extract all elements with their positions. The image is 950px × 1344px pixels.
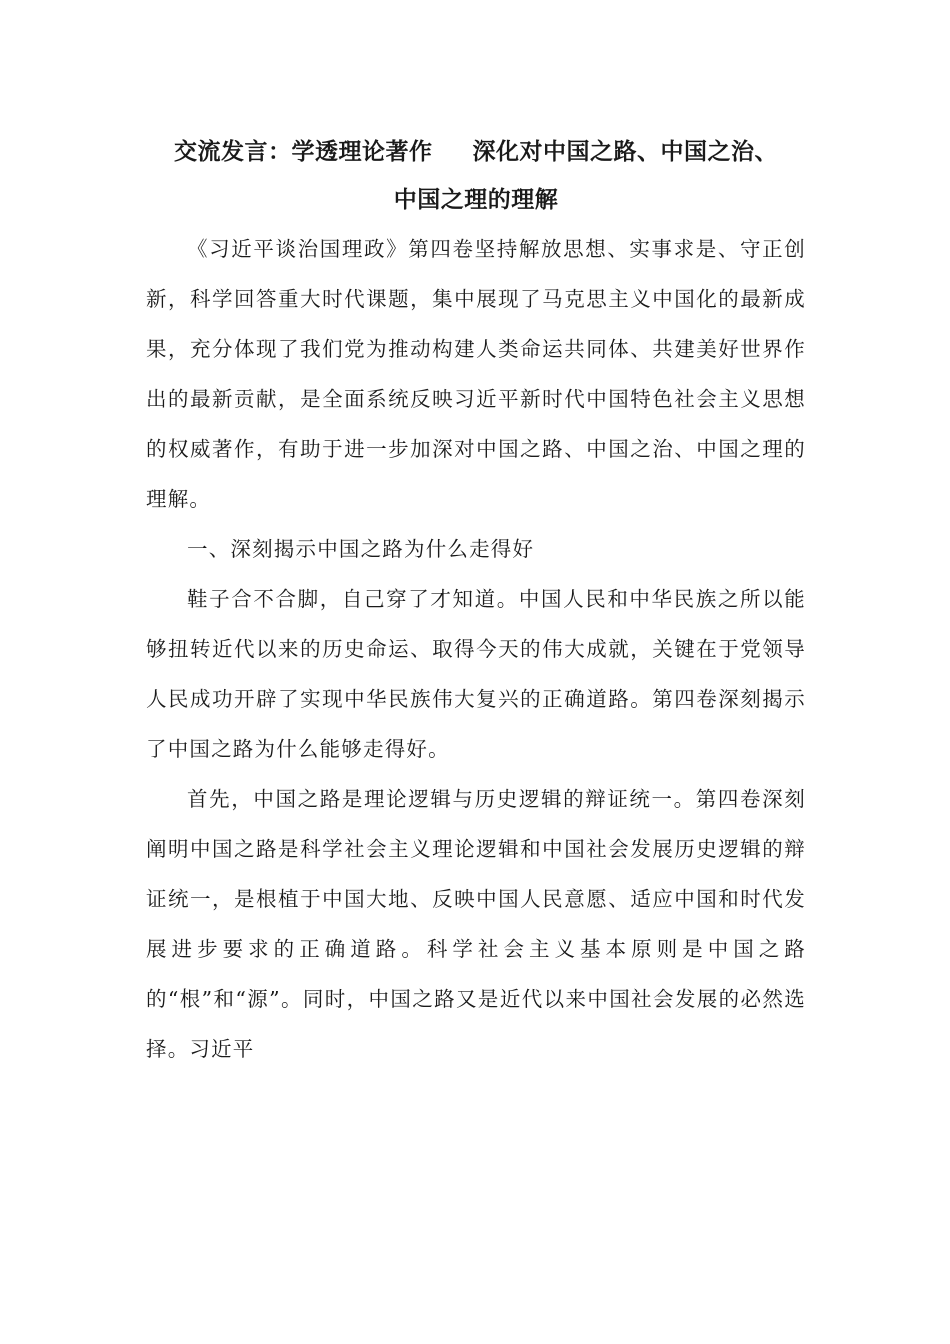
document-page [146,128,806,1074]
title-line-2: 中国之理的理解 [393,187,559,213]
title-part-2: 深化对中国之路、中国之治、 [472,139,778,165]
body-paragraph-2: 首先，中国之路是理论逻辑与历史逻辑的辩证统一。第四卷深刻阐明中国之路是科学社会主义理论逻辑和中国社会发展历史逻辑的辩证统一，是根植于中国大地、反映中国人民意愿、适应中国和时代发展进步要求的正确道路。科学社会主义基本原则是中国之路的“根”和“源”。同时，中国之路又是近代以来中国社会发展的必然选择。习近平 [146,787,806,1061]
title-part-1: 交流发言：学透理论著作 [174,139,433,165]
body-paragraph-1: 鞋子合不合脚，自己穿了才知道。中国人民和中华民族之所以能够扭转近代以来的历史命运、取得今天的伟大成就，关键在于党领导人民成功开辟了实现中华民族伟大复兴的正确道路。第四卷深刻揭示了中国之路为什么能够走得好。 [146,587,806,761]
section-heading-1: 一、深刻揭示中国之路为什么走得好 [187,537,535,561]
intro-paragraph: 《习近平谈治国理政》第四卷坚持解放思想、实事求是、守正创新，科学回答重大时代课题，集中展现了马克思主义中国化的最新成果，充分体现了我们党为推动构建人类命运共同体、共建美好世界作出的最新贡献，是全面系统反映习近平新时代中国特色社会主义思想的权威著作，有助于进一步加深对中国之路、中国之治、中国之理的理解。 [146,237,806,511]
document-title [146,128,806,224]
